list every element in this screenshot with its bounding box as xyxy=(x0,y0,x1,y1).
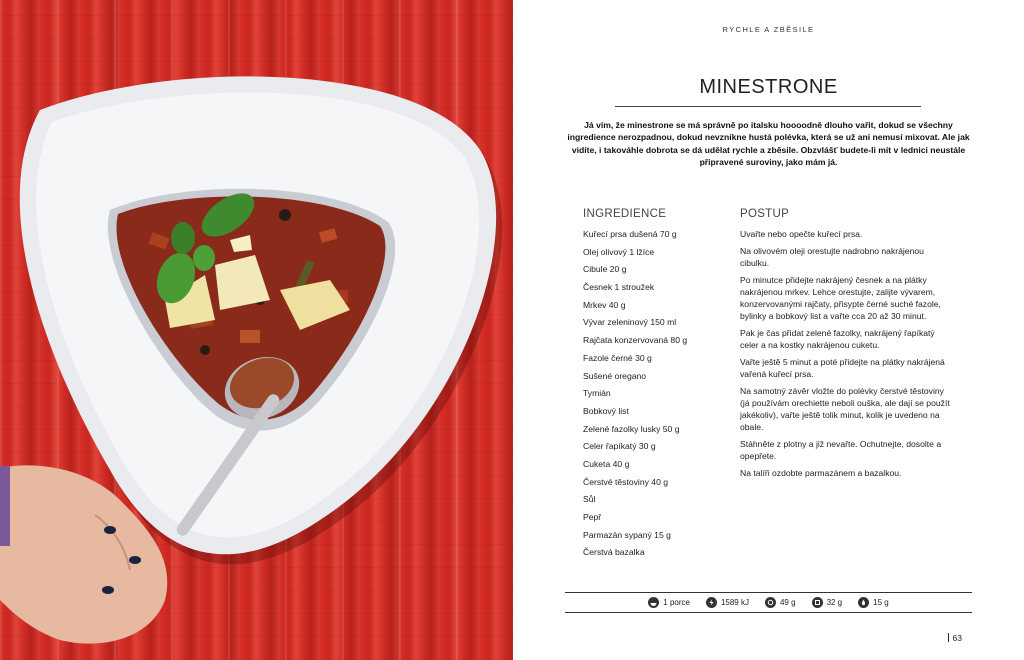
nutrition-bar xyxy=(565,595,972,610)
ingredient-item: Sušené oregano xyxy=(583,370,647,381)
ingredient-item: Rajčata konzervovaná 80 g xyxy=(583,335,688,346)
ingredient-item: Vývar zeleninový 150 ml xyxy=(583,317,677,328)
ingredient-item: Fazole černé 30 g xyxy=(583,352,652,363)
ingredient-item: Zelené fazolky lusky 50 g xyxy=(583,423,680,434)
nutrition-value: 1 porce xyxy=(663,598,690,607)
method-steps xyxy=(740,229,950,485)
method-step: Vařte ještě 5 minut a poté přidejte na plátky nakrájená vařená kuřecí prsa. xyxy=(740,356,945,379)
method-step: Na samotný závěr vložte do polévky čerstvé těstoviny (já používám orechiette neboli ouška, ale dají se použít jakékoliv), vařte ještě tolik minut, kolik je uvedeno na obale. xyxy=(740,385,950,432)
recipe-title: MINESTRONE xyxy=(699,76,838,98)
recipe-intro: Já vím, že minestrone se má správně po italsku hoooodně dlouho vařit, dokud se všechny ingredience nerozpadnou, dokud nevznikne hustá polévka, která se už ani nemusí mixovat. Ale jak vidíte, i takováhle dobrota se dá udělat rychle a zběsile. Obzvlášť budete-li mít v lednici neustále připravené suroviny, jako mám já. xyxy=(567,120,970,168)
nutrition-value: 49 g xyxy=(779,598,796,607)
nutrition-value: 1589 kJ xyxy=(720,598,749,607)
ingredient-item: Čerstvá bazalka xyxy=(583,547,645,558)
method-step: Na talíři ozdobte parmazánem a bazalkou. xyxy=(740,467,902,478)
nutrition-value: 32 g xyxy=(826,598,843,607)
method-step: Na olivovém oleji orestujte nadrobno nakrájenou cibulku. xyxy=(740,246,924,268)
method-step: Stáhněte z plotny a již nevařte. Ochutnejte, dosolte a opepřete. xyxy=(740,438,942,461)
energy-icon xyxy=(706,597,717,608)
running-head: RYCHLE A ZBĚSILE xyxy=(722,25,815,34)
ingredient-item: Cibule 20 g xyxy=(583,264,627,275)
ingredient-item: Tymián xyxy=(583,388,611,399)
nutrition-value: 15 g xyxy=(873,598,889,607)
nutrition-carbs xyxy=(812,597,843,608)
title-underline xyxy=(615,106,921,107)
ingredient-item: Čerstvé těstoviny 40 g xyxy=(583,476,669,487)
nutrition-rule-top xyxy=(565,592,972,593)
ingredient-item: Cuketa 40 g xyxy=(583,458,630,469)
ingredient-item: Parmazán sypaný 15 g xyxy=(583,529,671,540)
ingredient-item: Česnek 1 stroužek xyxy=(583,282,655,293)
page-number-bar xyxy=(948,633,949,642)
ingredients-list xyxy=(583,229,733,565)
method-heading: POSTUP xyxy=(740,208,790,220)
nutrition-energy xyxy=(706,597,749,608)
protein-icon xyxy=(765,597,776,608)
ingredient-item: Sůl xyxy=(583,494,596,505)
method-step: Uvařte nebo opečte kuřecí prsa. xyxy=(740,229,863,239)
recipe-page xyxy=(513,0,1024,660)
method-step: Po minutce přidejte nakrájený česnek a na plátky nakrájenou mrkev. Lehce orestujte, zalijte vývarem, konzervovanými rajčaty, přisypte černé suché fazole, bylinky a bobkový list a vařte cca 20 až 30 minut. xyxy=(740,275,941,321)
page-number-text: 63 xyxy=(952,633,962,643)
ingredient-item: Pepř xyxy=(583,512,602,522)
nutrition-fat xyxy=(858,597,889,608)
fat-icon xyxy=(858,597,869,608)
ingredient-item: Mrkev 40 g xyxy=(583,299,626,310)
method-step: Pak je čas přidat zelené fazolky, nakrájený řapíkatý celer a na kostky nakrájenou cuketu. xyxy=(740,327,935,350)
nutrition-protein xyxy=(765,597,796,608)
ingredient-item: Olej olivový 1 lžíce xyxy=(583,246,655,257)
ingredient-item: Celer řapíkatý 30 g xyxy=(583,441,656,452)
nutrition-portion xyxy=(648,597,690,608)
page-number xyxy=(948,633,962,643)
nutrition-rule-bottom xyxy=(565,612,972,613)
ingredient-item: Kuřecí prsa dušená 70 g xyxy=(583,229,677,239)
carbs-icon xyxy=(812,597,823,608)
portion-icon xyxy=(648,597,659,608)
ingredient-item: Bobkový list xyxy=(583,405,629,416)
ingredients-heading: INGREDIENCE xyxy=(583,208,667,220)
